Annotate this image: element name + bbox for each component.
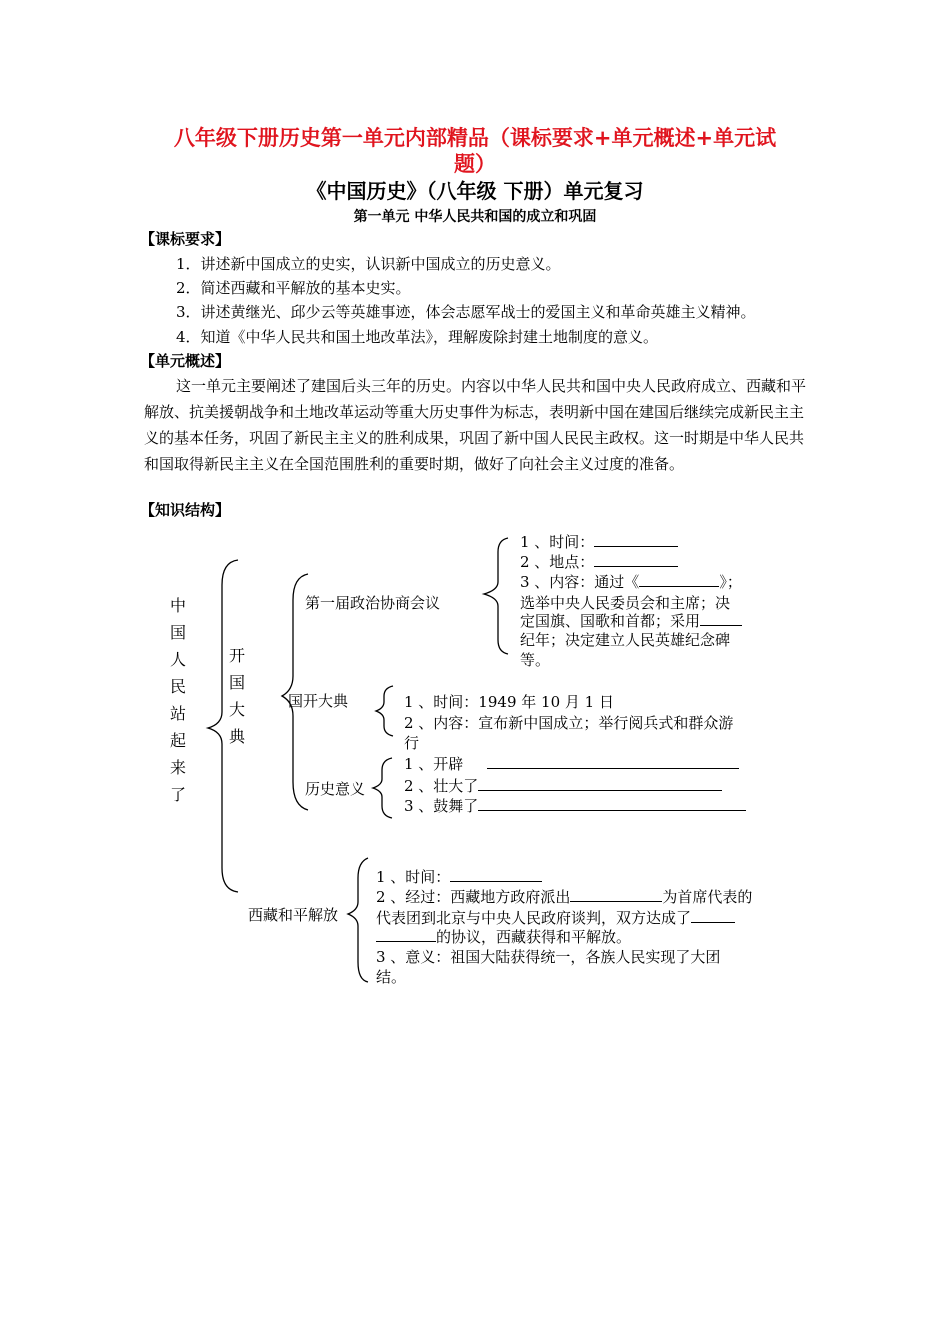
cppcc-place: 2 、地点： (520, 551, 678, 572)
significance-item-1: 1 、开辟 (404, 753, 739, 774)
requirement-1: 1．讲述新中国成立的史实，认识新中国成立的历史意义。 (176, 255, 561, 273)
cppcc-label: 第一届政治协商会议 (305, 594, 441, 612)
tibet-meaning: 3 、意义：祖国大陆获得统一，各族人民实现了大团 (376, 948, 721, 966)
root-label: 中国人民站起来了 (169, 596, 186, 804)
ceremony-content-2: 行 (404, 734, 420, 752)
cppcc-content-3: 定国旗、国歌和首都；采用 (520, 610, 742, 631)
tibet-label: 西藏和平解放 (248, 906, 339, 924)
tibet-process-2: 代表团到北京与中央人民政府谈判，双方达成了 (376, 907, 735, 928)
ceremony-content: 2 、内容：宣布新中国成立；举行阅兵式和群众游 (404, 714, 734, 732)
significance-item-3: 3 、鼓舞了 (404, 795, 746, 816)
tibet-process: 2 、经过：西藏地方政府派出 为首席代表的 (376, 888, 753, 906)
cppcc-time: 1 、时间： (520, 531, 678, 552)
ceremony-label: 国开大典 (288, 692, 349, 710)
requirements-header: 【课标要求】 (140, 230, 231, 248)
unit-title: 第一单元 中华人民共和国的成立和巩固 (353, 209, 597, 225)
ceremony-time: 1 、时间：1949 年 10 月 1 日 (404, 693, 614, 711)
significance-label: 历史意义 (305, 780, 366, 798)
cppcc-content-2: 选举中央人民委员会和主席；决 (520, 594, 731, 612)
tibet-process-3: 的协议，西藏获得和平解放。 (376, 926, 631, 947)
requirement-3: 3．讲述黄继光、邱少云等英雄事迹，体会志愿军战士的爱国主义和革命英雄主义精神。 (176, 303, 756, 321)
document-title-line1: 八年级下册历史第一单元内部精品（课标要求+单元概述+单元试 (173, 126, 777, 150)
requirement-2: 2．简述西藏和平解放的基本史实。 (176, 279, 411, 297)
cppcc-content-4: 纪年；决定建立人民英雄纪念碑 (520, 631, 731, 649)
overview-paragraph: 这一单元主要阐述了建国后头三年的历史。内容以中华人民共和国中央人民政府成立、西藏和平解放、抗美援朝战争和土地改革运动等重大历史事件为标志，表明新中国在建国后继续完成新民主主义的基本任务，巩固了新民主主义的胜利成果，巩固了新中国人民民主政权。这一时期是中华人民共和国取得新民主主义在全国范围胜利的重要时期，做好了向社会主义过度的准备。 (144, 377, 807, 473)
structure-header: 【知识结构】 (140, 501, 231, 519)
document-title-line2: 题） (454, 152, 496, 176)
significance-item-2: 2 、壮大了 (404, 775, 722, 796)
requirement-4: 4．知道《中华人民共和国土地改革法》，理解废除封建土地制度的意义。 (176, 328, 659, 346)
cppcc-content-5: 等。 (520, 651, 551, 669)
founding-label: 开国大典 (228, 646, 245, 746)
cppcc-content: 3 、内容：通过《 》； (520, 573, 742, 591)
tibet-time: 1 、时间： (376, 866, 542, 887)
document-subtitle: 《中国历史》（八年级 下册）单元复习 (306, 179, 644, 203)
overview-header: 【单元概述】 (140, 352, 231, 370)
tibet-meaning-2: 结。 (376, 968, 407, 986)
